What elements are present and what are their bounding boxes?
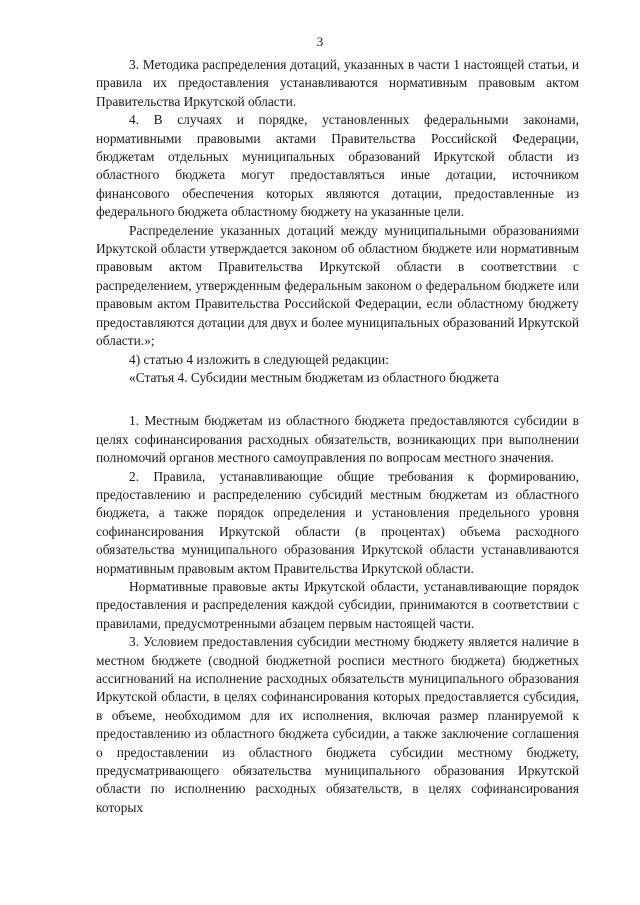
paragraph-article4-part3: 3. Условием предоставления субсидии местному бюджету является наличие в местном бюджете (сводной бюджетной росписи местного бюджета) бюджетных ассигнований на исполнение расходных обязательств муниципального образования Иркутской области, в целях софинансирования которых предоставляется субсидия, в объеме, необходимом для их исполнения, включая размер планируемой к предоставлению из областного бюджета субсидии, а также заключение соглашения о предоставлении из областного бюджета субсидии местному бюджету, предусматривающего обязательства муниципального образования Иркутской области по исполнению расходных обязательств, в целях софинансирования которых <box>96 634 579 815</box>
paragraph-article3-part4: 4. В случаях и порядке, установленных федеральными законами, нормативными правовыми актами Правительства Российской Федерации, бюджетам отдельных муниципальных образований Иркутской области из областного бюджета могут предоставляться иные дотации, источником финансового обеспечения которых являются дотации, предоставленные из федерального бюджета областному бюджету на указанные цели. <box>96 112 579 220</box>
paragraph-article3-part3: 3. Методика распределения дотаций, указанных в части 1 настоящей статьи, и правила их предоставления устанавливаются нормативным правовым актом Правительства Иркутской области. <box>96 57 579 109</box>
section-spacer <box>96 387 579 412</box>
paragraph-distribution: Распределение указанных дотаций между муниципальными образованиями Иркутской области утверждается законом об областном бюджете или нормативным правовым актом Правительства Иркутской области в соответствии с распределением, утвержденным федеральным законом о федеральном бюджете или правовым актом Правительства Российской Федерации, если областному бюджету предоставляются дотации для двух и более муниципальных образований Иркутской области.»; <box>96 222 579 349</box>
paragraph-article4-part2-normative: Нормативные правовые акты Иркутской области, устанавливающие порядок предоставления и распределения каждой субсидии, принимаются в соответствии с правилами, предусмотренными абзацем первым настоящей части. <box>96 578 579 631</box>
document-body <box>96 56 579 817</box>
paragraph-article4-part2: 2. Правила, устанавливающие общие требования к формированию, предоставлению и распределению субсидий местным бюджетам из областного бюджета, а также порядок определения и установления предельного уровня софинансирования Иркутской области (в процентах) объема расходного обязательства муниципального образования Иркутской области устанавливаются нормативным правовым актом Правительства Иркутской области. <box>96 468 579 576</box>
paragraph-amendment-item4: 4) статью 4 изложить в следующей редакции: <box>129 351 389 367</box>
article4-heading: «Статья 4. Субсидии местным бюджетам из областного бюджета <box>129 369 500 385</box>
paragraph-article4-part1: 1. Местным бюджетам из областного бюджета предоставляются субсидии в целях софинансирования расходных обязательств, возникающих при выполнении полномочий органов местного самоуправления по вопросам местного значения. <box>96 413 579 466</box>
page-number: 3 <box>316 34 324 49</box>
